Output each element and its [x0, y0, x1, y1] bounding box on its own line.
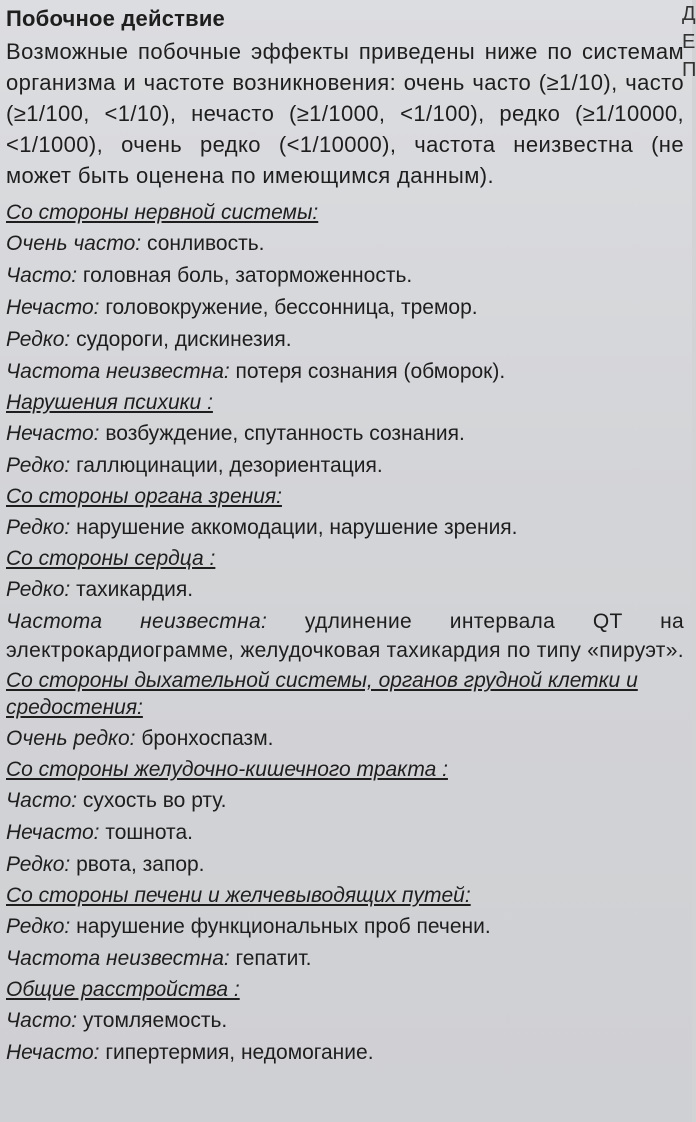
side-effect-entry — [6, 357, 684, 387]
frequency-label: Частота неизвестна: — [6, 610, 268, 633]
intro-paragraph: Возможные побочные эффекты приведены ниже по системам организма и частоте возникновения: очень часто (≥1/10), часто (≥1/100, <1/10), нечасто (≥1/1000, <1/100), редко (≥1/10000, <1/1000), очень редко (<1/10000), частота неизвестна (не может быть оценена по имеющимся данным). — [6, 39, 684, 188]
edge-letter: Е — [682, 31, 696, 53]
side-effect-entry — [6, 1038, 684, 1068]
effect-text: галлюцинации, дезориентация. — [70, 454, 383, 477]
frequency-label: Очень часто: — [6, 232, 142, 255]
frequency-label: Нечасто: — [6, 296, 100, 319]
organ-system-section — [4, 483, 684, 543]
effect-text: утомляемость. — [77, 1009, 228, 1032]
cut-off-edge-letters — [682, 0, 696, 84]
side-effect-entry — [6, 261, 684, 291]
effect-text: возбуждение, спутанность сознания. — [99, 422, 465, 445]
organ-system-title: Со стороны нервной системы: — [6, 201, 319, 224]
section-heading: Побочное действие — [6, 6, 225, 31]
frequency-label: Редко: — [6, 915, 71, 938]
frequency-label: Частота неизвестна: — [6, 360, 230, 383]
effect-text: тошнота. — [99, 821, 193, 844]
frequency-label: Нечасто: — [6, 821, 100, 844]
effect-text: сонливость. — [141, 232, 265, 255]
organ-system-section — [4, 667, 684, 754]
edge-letter: Д — [682, 3, 696, 25]
side-effect-entry — [6, 293, 684, 323]
organ-system-title: Со стороны печени и желчевыводящих путей: — [6, 884, 471, 907]
side-effect-entry — [6, 912, 684, 942]
side-effect-entry — [6, 1006, 684, 1036]
organ-system-title: Нарушения психики : — [6, 391, 213, 414]
side-effect-entry — [6, 513, 684, 543]
side-effect-entry — [6, 229, 684, 259]
organ-system-section — [4, 545, 684, 665]
frequency-label: Редко: — [6, 516, 71, 539]
effect-text: потеря сознания (обморок). — [229, 360, 506, 383]
frequency-label: Нечасто: — [6, 422, 100, 445]
organ-system-title: Общие расстройства : — [6, 978, 240, 1001]
side-effects-list — [4, 199, 684, 1068]
organ-system-title: Со стороны желудочно-кишечного тракта : — [6, 758, 448, 781]
organ-system-section — [4, 882, 684, 974]
side-effect-entry — [6, 944, 684, 974]
frequency-label: Редко: — [6, 578, 71, 601]
effect-text: удлинение интервала QT на электрокардиограмме, желудочковая тахикардия по типу «пируэт». — [6, 610, 684, 662]
effect-text: нарушение аккомодации, нарушение зрения. — [70, 516, 518, 539]
organ-system-section — [4, 199, 684, 387]
effect-text: рвота, запор. — [70, 853, 205, 876]
effect-text: сухость во рту. — [77, 789, 227, 812]
frequency-label: Очень редко: — [6, 727, 136, 750]
organ-system-section — [4, 976, 684, 1068]
effect-text: судороги, дискинезия. — [70, 328, 292, 351]
effect-text: нарушение функциональных проб печени. — [70, 915, 491, 938]
effect-text: гипертермия, недомогание. — [99, 1041, 374, 1064]
side-effect-entry — [6, 850, 684, 880]
side-effect-entry — [6, 607, 684, 665]
organ-system-title: Со стороны сердца : — [6, 547, 216, 570]
organ-system-title: Со стороны дыхательной системы, органов грудной клетки и средостения: — [6, 669, 638, 719]
effect-text: тахикардия. — [70, 578, 194, 601]
effect-text: головная боль, заторможенность. — [77, 264, 413, 287]
side-effect-entry — [6, 575, 684, 605]
side-effect-entry — [6, 325, 684, 355]
effect-text: головокружение, бессонница, тремор. — [99, 296, 478, 319]
frequency-label: Нечасто: — [6, 1041, 100, 1064]
frequency-label: Частота неизвестна: — [6, 947, 230, 970]
frequency-label: Редко: — [6, 328, 71, 351]
frequency-label: Редко: — [6, 454, 71, 477]
side-effect-entry — [6, 451, 684, 481]
edge-letter: П — [682, 59, 696, 81]
side-effect-entry — [6, 786, 684, 816]
frequency-label: Редко: — [6, 853, 71, 876]
effect-text: бронхоспазм. — [135, 727, 274, 750]
frequency-label: Часто: — [6, 264, 78, 287]
organ-system-section — [4, 756, 684, 880]
side-effect-entry — [6, 818, 684, 848]
frequency-label: Часто: — [6, 1009, 78, 1032]
organ-system-title: Со стороны органа зрения: — [6, 485, 282, 508]
organ-system-section — [4, 389, 684, 481]
side-effect-entry — [6, 724, 684, 754]
effect-text: гепатит. — [229, 947, 312, 970]
side-effect-entry — [6, 419, 684, 449]
frequency-label: Часто: — [6, 789, 78, 812]
